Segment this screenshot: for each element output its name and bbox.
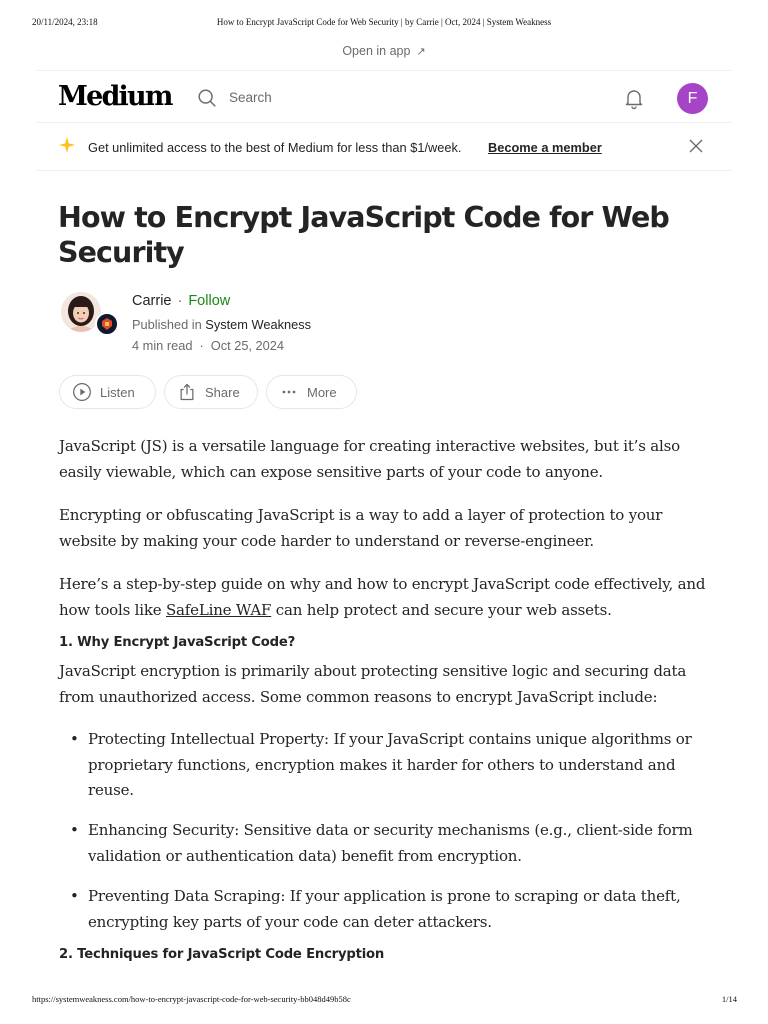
- section-heading-why-encrypt: 1. Why Encrypt JavaScript Code?: [59, 635, 296, 650]
- listen-button[interactable]: [59, 375, 156, 409]
- print-doc-title: How to Encrypt JavaScript Code for Web Security | by Carrie | Oct, 2024 | System Weakness: [216, 17, 552, 27]
- share-button[interactable]: [164, 375, 258, 409]
- read-time: 4 min read: [132, 338, 193, 353]
- author-line: [132, 293, 230, 309]
- user-avatar-button[interactable]: F: [677, 83, 708, 114]
- paragraph-guide-text-before: Here’s a step-by-step guide on why and how to encrypt JavaScript code effectively, and how tools like: [59, 575, 706, 619]
- publish-date: Oct 25, 2024: [210, 338, 285, 353]
- author-name-link[interactable]: Carrie: [132, 293, 172, 309]
- more-label: More: [307, 384, 337, 400]
- banner-text: Get unlimited access to the best of Medium for less than $1/week.: [88, 140, 462, 155]
- more-dots-icon: [279, 382, 299, 402]
- publication-line: [132, 317, 311, 332]
- list-item: • Preventing Data Scraping: If your application is prone to scraping or data theft, encrypting key parts of your code can deter attackers.: [88, 884, 708, 935]
- print-header: [0, 17, 768, 31]
- top-navigation-bar: [36, 70, 732, 123]
- paragraph-intro: JavaScript (JS) is a versatile language for creating interactive websites, but it’s also easily viewable, which can expose sensitive parts of your code to anyone.: [59, 437, 680, 481]
- sparkle-icon: [58, 136, 76, 154]
- play-circle-icon: [72, 382, 92, 402]
- article-title: How to Encrypt JavaScript Code for Web Security: [58, 201, 669, 269]
- publication-link[interactable]: System Weakness: [205, 317, 312, 332]
- publication-avatar[interactable]: [95, 312, 119, 336]
- notifications-bell-icon[interactable]: [622, 86, 646, 110]
- share-label: Share: [205, 384, 240, 400]
- print-datetime: 20/11/2024, 23:18: [32, 17, 98, 27]
- search-icon[interactable]: [196, 87, 218, 109]
- paragraph-guide-text-after: can help protect and secure your web assets.: [271, 600, 612, 619]
- list-item: • Enhancing Security: Sensitive data or security mechanisms (e.g., client-side form validation or authentication data) benefit from encryption.: [88, 818, 708, 869]
- close-icon[interactable]: [687, 137, 705, 155]
- open-in-app-label: Open in app: [342, 44, 411, 58]
- section-heading-techniques: 2. Techniques for JavaScript Code Encryption: [59, 947, 385, 962]
- print-page-number: 1/14: [721, 994, 737, 1004]
- safeline-waf-link[interactable]: SafeLine WAF: [165, 600, 272, 619]
- become-member-link[interactable]: Become a member: [488, 140, 602, 155]
- search-input[interactable]: Search: [229, 90, 272, 105]
- paragraph-obfuscation: Encrypting or obfuscating JavaScript is a way to add a layer of protection to your website by making your code harder to understand or reverse-engineer.: [59, 506, 663, 550]
- share-icon: [177, 382, 197, 402]
- paragraph-reasons: JavaScript encryption is primarily about protecting sensitive logic and securing data from unauthorized access. Some common reasons to encrypt JavaScript include:: [59, 662, 687, 706]
- article-meta: [132, 338, 284, 353]
- published-in-label: Published in: [132, 317, 202, 332]
- membership-banner: [36, 123, 732, 171]
- listen-label: Listen: [100, 384, 135, 400]
- more-button[interactable]: [266, 375, 357, 409]
- separator-dot: ·: [199, 338, 204, 353]
- arrow-up-right-icon: ↗: [416, 46, 426, 58]
- medium-logo[interactable]: Medium: [58, 81, 172, 112]
- separator-dot: ·: [177, 293, 183, 309]
- print-url: https://systemweakness.com/how-to-encrypt-javascript-code-for-web-security-bb048d49b58c: [32, 994, 351, 1004]
- open-in-app-link[interactable]: [0, 44, 768, 58]
- print-footer: [0, 994, 768, 1008]
- paragraph-guide: [59, 572, 719, 623]
- list-item: • Protecting Intellectual Property: If your JavaScript contains unique algorithms or proprietary functions, encryption makes it harder for others to understand and reuse.: [88, 727, 708, 804]
- follow-button[interactable]: Follow: [188, 293, 231, 309]
